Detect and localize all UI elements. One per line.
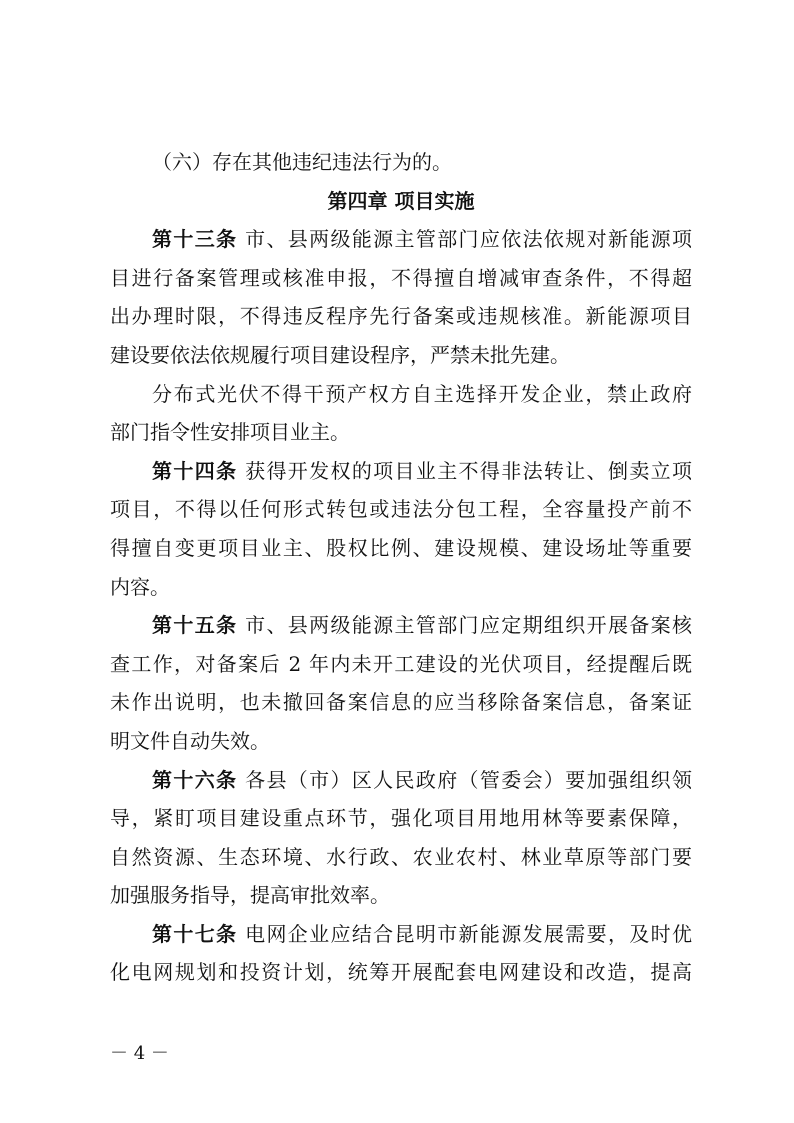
- article-15-text: 市、县两级能源主管部门应定期组织开展备案核: [245, 613, 693, 638]
- intro-line: （六）存在其他违纪违法行为的。: [152, 150, 452, 174]
- article-17-first-line: [110, 915, 692, 954]
- article-16-number: 第十六条: [152, 767, 238, 792]
- article-15-number: 第十五条: [152, 613, 238, 638]
- article-14-line: 内容。: [110, 574, 170, 599]
- article-13-number: 第十三条: [152, 227, 238, 252]
- article-15-line: 查工作，对备案后 2 年内未开工建设的光伏项目，经提醒后既: [110, 651, 692, 676]
- article-17-line: 化电网规划和投资计划，统筹开展配套电网建设和改造，提高: [110, 960, 692, 985]
- article-17-text: 电网企业应结合昆明市新能源发展需要，及时优: [245, 921, 693, 946]
- article-16-line: 加强服务指导，提高审批效率。: [110, 883, 390, 908]
- article-14-line: 得擅自变更项目业主、股权比例、建设规模、建设场址等重要: [110, 535, 692, 560]
- article-14-first-line: [110, 452, 692, 491]
- document-body: [110, 143, 692, 992]
- article-16-first-line: [110, 761, 692, 800]
- article-14-text: 获得开发权的项目业主不得非法转让、倒卖立项: [245, 458, 693, 483]
- paragraph-line: 分布式光伏不得干预产权方自主选择开发企业，禁止政府: [152, 381, 692, 406]
- article-13-line: 建设要依法依规履行项目建设程序，严禁未批先建。: [110, 342, 570, 367]
- paragraph-line: 部门指令性安排项目业主。: [110, 420, 350, 445]
- article-14-line: 项目，不得以任何形式转包或违法分包工程，全容量投产前不: [110, 497, 692, 522]
- page-number: － 4 －: [110, 1043, 169, 1064]
- article-13-line: 目进行备案管理或核准申报，不得擅自增减审查条件，不得超: [110, 265, 692, 290]
- article-15-first-line: [110, 606, 692, 645]
- article-14-number: 第十四条: [152, 458, 238, 483]
- article-16-line: 导，紧盯项目建设重点环节，强化项目用地用林等要素保障，: [110, 806, 692, 831]
- article-16-line: 自然资源、生态环境、水行政、农业农村、林业草原等部门要: [110, 844, 692, 869]
- article-15-line: 明文件自动失效。: [110, 728, 270, 753]
- article-17-number: 第十七条: [152, 921, 238, 946]
- article-13-line: 出办理时限，不得违反程序先行备案或违规核准。新能源项目: [110, 304, 692, 329]
- chapter-heading: 第四章 项目实施: [327, 188, 475, 213]
- article-15-line: 未作出说明，也未撤回备案信息的应当移除备案信息，备案证: [110, 690, 692, 715]
- article-13-text: 市、县两级能源主管部门应依法依规对新能源项: [245, 227, 693, 252]
- article-13-first-line: [110, 220, 692, 259]
- article-16-text: 各县（市）区人民政府（管委会）要加强组织领: [245, 767, 693, 792]
